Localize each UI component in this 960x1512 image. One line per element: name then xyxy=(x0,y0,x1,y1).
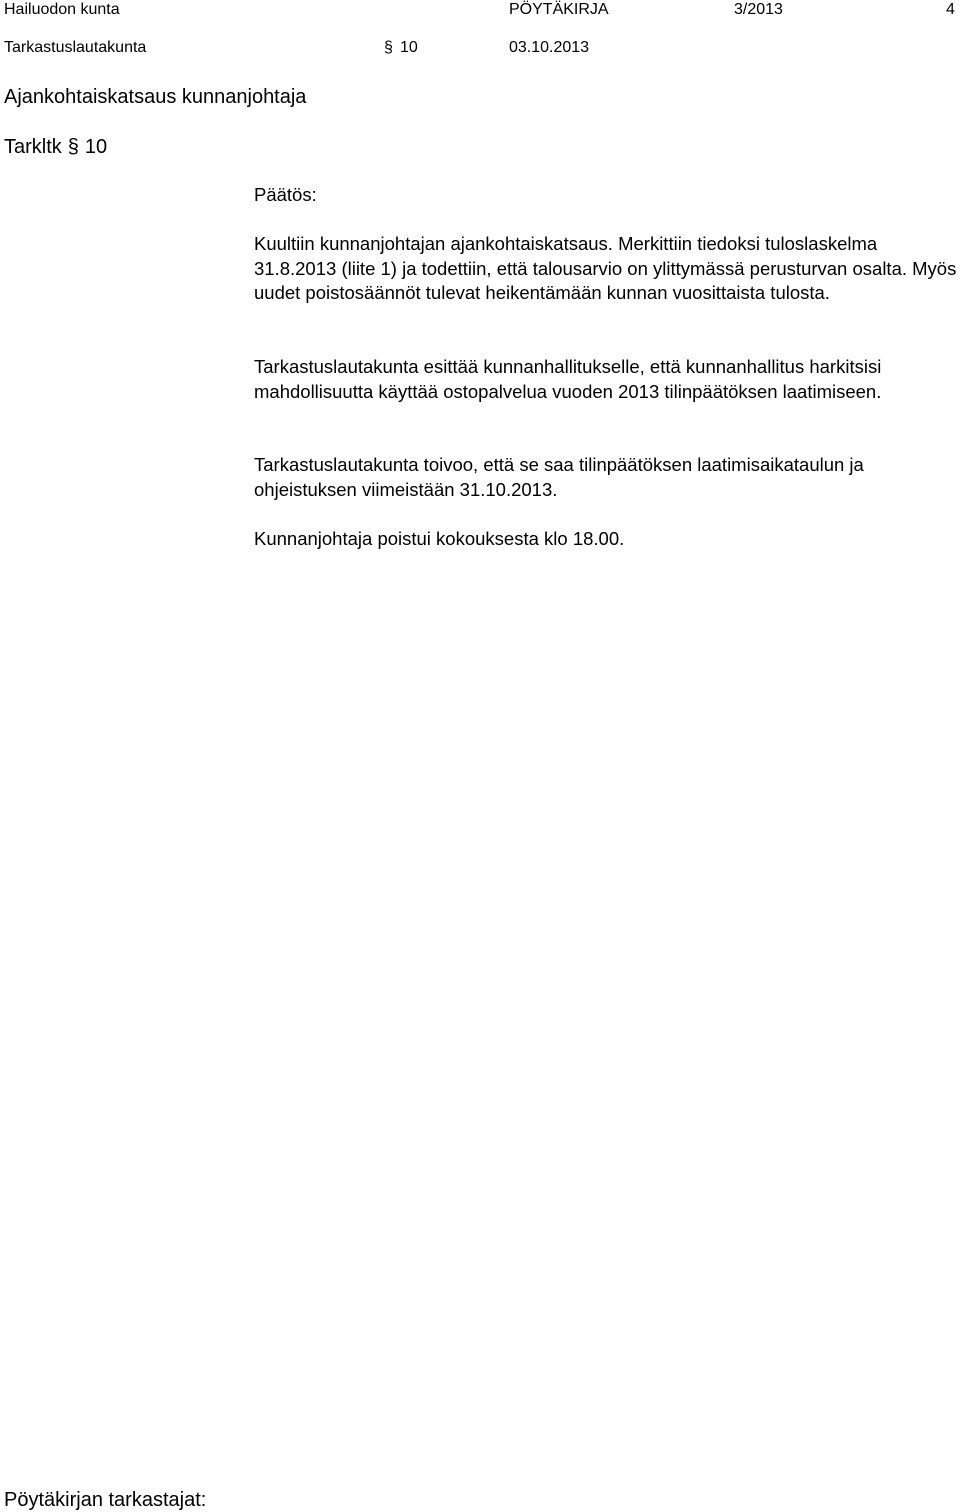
paragraph-text: Tarkastuslautakunta esittää kunnanhallitukselle, että kunnanhallitus harkitsisi mahdollisuutta käyttää ostopalvelua vuoden 2013 tilinpäätöksen laatimiseen. xyxy=(254,356,882,402)
decision-paragraph xyxy=(254,355,960,404)
paragraph-text: Kuultiin kunnanjohtajan ajankohtaiskatsaus. Merkittiin tiedoksi tuloslaskelma 31.8.2013 (liite 1) ja todettiin, että talousarvio on ylittymässä perusturvan osalta. Myös uudet poistosäännöt tulevat heikentämään kunnan vuosittaista tulosta. xyxy=(254,233,957,303)
minutes-reviewers-label: Pöytäkirjan tarkastajat: xyxy=(4,1489,207,1511)
section-reference-number: 10 xyxy=(84,136,108,158)
decision-paragraph xyxy=(254,232,960,306)
document-number: 3/2013 xyxy=(734,1,783,18)
section-sign-icon: § xyxy=(67,136,79,158)
decision-paragraph xyxy=(254,453,960,502)
municipality-name: Hailuodon kunta xyxy=(4,1,120,18)
board-name: Tarkastuslautakunta xyxy=(4,39,147,56)
decision-heading: Päätös: xyxy=(254,184,317,205)
agenda-item-title: Ajankohtaiskatsaus kunnanjohtaja xyxy=(4,86,307,108)
document-type: PÖYTÄKIRJA xyxy=(509,1,609,18)
section-reference xyxy=(4,135,107,159)
section-number: 10 xyxy=(400,39,418,56)
paragraph-text: Tarkastuslautakunta toivoo, että se saa tilinpäätöksen laatimisaikataulun ja ohjeistuksen viimeistään 31.10.2013. xyxy=(254,454,864,500)
section-sign-icon: § xyxy=(384,39,393,56)
section-reference-prefix: Tarkltk xyxy=(4,136,62,158)
meeting-date: 03.10.2013 xyxy=(509,39,590,56)
page-number: 4 xyxy=(946,1,955,18)
decision-paragraph xyxy=(254,527,960,552)
paragraph-text: Kunnanjohtaja poistui kokouksesta klo 18.00. xyxy=(254,528,625,549)
